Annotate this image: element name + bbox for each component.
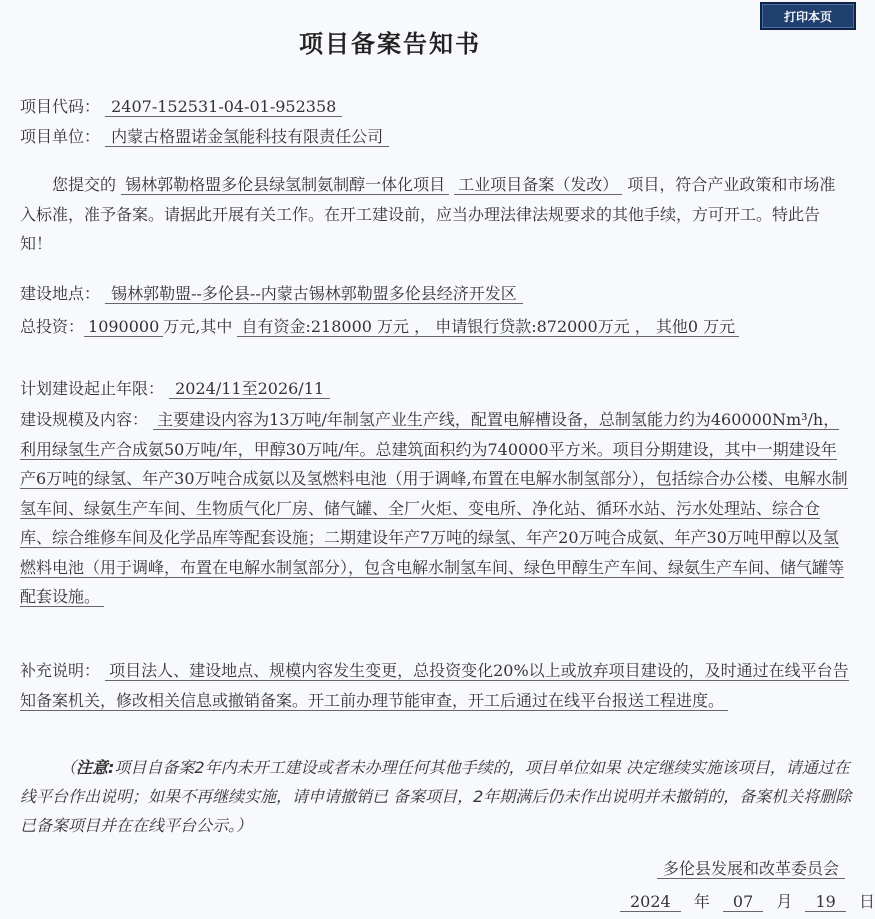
supplement-value: 项目法人、建设地点、规模内容发生变更，总投资变化20%以上或放弃项目建设的，及时通过在线平台告知备案机关，修改相关信息或撤销备案。开工前办理节能审查，开工后通过在线平台报送工程进度。: [20, 661, 849, 710]
notice-suffix: 项目，符合产业政策和市场准入标准，准予备案。请据此开展有关工作。在开工建设前，应当办理法律法规要求的其他手续，方可开工。特此告知！: [20, 175, 836, 253]
scale-value: 主要建设内容为13万吨/年制氢产业生产线，配置电解槽设备，总制氢能力约为460000Nm³/h，利用绿氢生产合成氨50万吨/年，甲醇30万吨/年。总建筑面积约为740000平方米。项目分期建设，其中一期建设年产6万吨的绿氢、年产30万吨合成氨以及氢燃料电池（用于调峰,布置在电解水制氢部分），包括综合办公楼、电解水制氢车间、绿氨生产车间、生物质气化厂房、储气罐、全厂火炬、变电所、净化站、循环水站、污水处理站、综合仓库、综合维修车间及化学品库等配套设施；二期建设年产7万吨的绿氢、年产20万吨合成氨、年产30万吨甲醇以及氢燃料电池（用于调峰，布置在电解水制氢部分），包含电解水制氢车间、绿色甲醇生产车间、绿氨生产车间、储气罐等配套设施。: [20, 410, 848, 606]
date-day-label: 日: [858, 892, 875, 911]
supplement-row: [20, 656, 850, 715]
location-value: 锡林郭勒盟--多伦县--内蒙古锡林郭勒盟多伦县经济开发区: [105, 284, 523, 304]
project-code-label: 项目代码：: [20, 97, 101, 116]
notice-prefix: 您提交的: [52, 175, 117, 194]
scale-label: 建设规模及内容：: [20, 410, 149, 429]
location-label: 建设地点：: [20, 284, 101, 303]
project-code-value: 2407-152531-04-01-952358: [105, 97, 342, 117]
date-day: 19: [805, 892, 845, 912]
notice-record-type: 工业项目备案（发改）: [454, 175, 622, 195]
period-row: [20, 376, 330, 402]
investment-breakdown: 自有资金:218000 万元 ， 申请银行贷款:872000万元 ， 其他0 万元: [237, 317, 739, 337]
project-unit-row: [20, 124, 389, 150]
period-label: 计划建设起止年限：: [20, 379, 165, 398]
scale-row: [20, 405, 850, 612]
notice-project-name: 锡林郭勒格盟多伦县绿氢制氨制醇一体化项目: [121, 175, 449, 195]
note-text: 项目自备案2年内未开工建设或者未办理任何其他手续的，项目单位如果 决定继续实施该项目，请通过在线平台作出说明；如果不再继续实施，请申请撤销已 备案项目，2年期满后仍未作出说明并未撤销的，备案机关将删除已备案项目并在在线平台公示。）: [20, 758, 852, 835]
note-label: 注意:: [76, 758, 115, 777]
project-unit-value: 内蒙古格盟诺金氢能科技有限责任公司: [105, 127, 389, 147]
project-unit-label: 项目单位：: [20, 127, 101, 146]
supplement-label: 补充说明：: [20, 661, 101, 680]
project-code-row: [20, 94, 342, 120]
investment-label: 总投资：: [20, 317, 85, 336]
note-open: （: [60, 758, 77, 777]
date-month-label: 月: [776, 892, 793, 911]
date-row: [620, 889, 875, 915]
print-page-button[interactable]: 打印本页: [760, 2, 856, 30]
date-month: 07: [723, 892, 763, 912]
location-row: [20, 281, 523, 307]
investment-total: 1090000: [84, 317, 163, 337]
note-paragraph: [20, 753, 855, 840]
notice-paragraph: [20, 170, 850, 259]
date-year-label: 年: [693, 892, 710, 911]
authority-value: 多伦县发展和改革委员会: [657, 859, 845, 879]
investment-unit-text: 万元,其中: [163, 317, 233, 336]
investment-row: [20, 312, 850, 342]
page-title: 项目备案告知书: [299, 29, 481, 58]
date-year: 2024: [620, 892, 681, 912]
authority-name: [657, 856, 845, 882]
period-value: 2024/11至2026/11: [169, 379, 330, 399]
